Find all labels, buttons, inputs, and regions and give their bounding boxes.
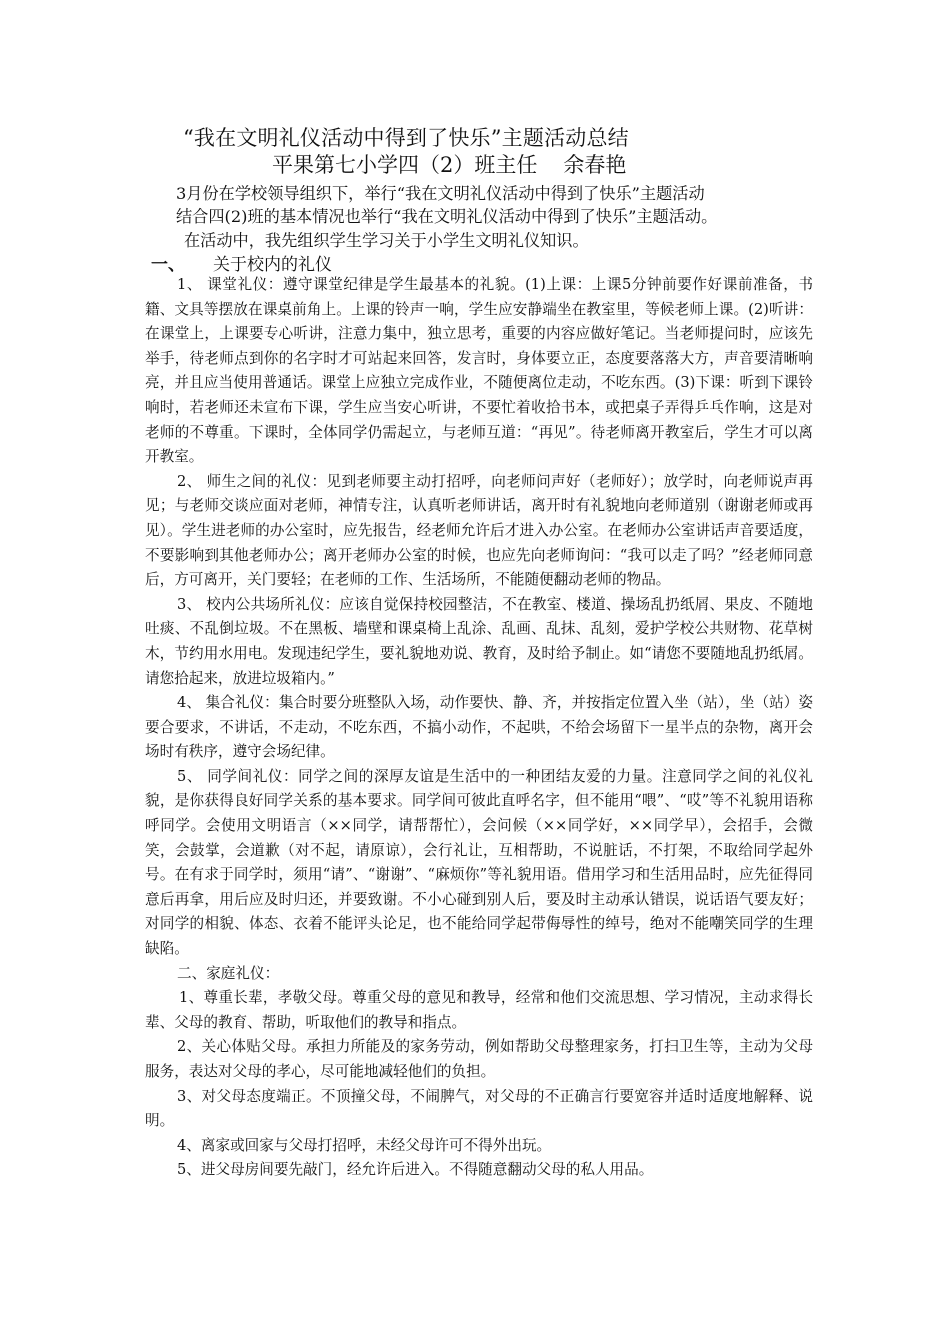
author-school: 平果第七小学四（2）班主任 [272,153,538,177]
paragraph-teacher: 2、 师生之间的礼仪：见到老师要主动打招呼，向老师问声好（老师好）；放学时，向老师说声再见；与老师交谈应面对老师，神情专注，认真听老师讲话，离开时有礼貌地向老师道别（谢谢老师或再见）。学生进老师的办公室时，应先报告，经老师允许后才进入办公室。在老师办公室讲话声音要适度，不要影响到其他老师办公；离开老师办公室的时候，也应先向老师询问：“我可以走了吗？”经老师同意后，方可离开，关门要轻；在老师的工作、生活场所，不能随便翻动老师的物品。 [145,472,813,589]
author-line [272,149,626,179]
intro-line-3: 在活动中，我先组织学生学习关于小学生文明礼仪知识。 [184,231,589,250]
intro-line-1: 3月份在学校领导组织下，举行“我在文明礼仪活动中得到了快乐”主题活动 [176,184,705,203]
document-title: “我在文明礼仪活动中得到了快乐”主题活动总结 [183,126,629,150]
paragraph-classmates: 5、 同学间礼仪：同学之间的深厚友谊是生活中的一种团结友爱的力量。注意同学之间的礼仪礼貌，是你获得良好同学关系的基本要求。同学间可彼此直呼名字，但不能用“喂”、“哎”等不礼貌用语称呼同学。会使用文明语言（××同学，请帮帮忙），会问候（××同学好，××同学早），会招手，会微笑，会鼓掌，会道歉（对不起，请原谅），会行礼让，互相帮助，不说脏话，不打架，不取给同学起外号。在有求于同学时，须用“请”、“谢谢”、“麻烦你”等礼貌用语。借用学习和生活用品时，应先征得同意后再拿，用后应及时归还，并要致谢。不小心碰到别人后，要及时主动承认错误，说话语气要友好；对同学的相貌、体态、衣着不能评头论足，也不能给同学起带侮辱性的绰号，绝对不能嘲笑同学的生理缺陷。 [145,767,813,958]
paragraph-assembly: 4、 集合礼仪：集合时要分班整队入场，动作要快、静、齐，并按指定位置入坐（站），坐（站）姿要合要求，不讲话，不走动，不吃东西，不搞小动作，不起哄，不给会场留下一星半点的杂物，离开会场时有秩序，遵守会场纪律。 [145,694,813,761]
intro-line-2: 结合四(2)班的基本情况也举行“我在文明礼仪活动中得到了快乐”主题活动。 [176,207,718,226]
paragraph-home-2: 2、关心体贴父母。承担力所能及的家务劳动，例如帮助父母整理家务，打扫卫生等，主动为父母服务，表达对父母的孝心，尽可能地减轻他们的负担。 [145,1038,813,1080]
paragraph-home-1: 1、尊重长辈，孝敬父母。尊重父母的意见和教导，经常和他们交流思想、学习情况，主动求得长辈、父母的教育、帮助，听取他们的教导和指点。 [145,989,813,1031]
paragraph-home-4: 4、离家或回家与父母打招呼，未经父母许可不得外出玩。 [177,1136,552,1154]
paragraph-public-places: 3、 校内公共场所礼仪：应该自觉保持校园整洁，不在教室、楼道、操场乱扔纸屑、果皮、不随地吐痰、不乱倒垃圾。不在黑板、墙壁和课桌椅上乱涂、乱画、乱抹、乱刻，爱护学校公共财物、花草树木，节约用水用电。发现违纪学生，要礼貌地劝说、教育，及时给予制止。如“请您不要随地乱扔纸屑。请您拾起来，放进垃圾箱内。” [145,595,813,687]
section-1-title: 关于校内的礼仪 [213,255,332,275]
paragraph-classroom: 1、 课堂礼仪：遵守课堂纪律是学生最基本的礼貌。(1)上课：上课5分钟前要作好课前准备，书籍、文具等摆放在课桌前角上。上课的铃声一响，学生应安静端坐在教室里，等候老师上课。(2)听讲：在课堂上，上课要专心听讲，注意力集中，独立思考，重要的内容应做好笔记。当老师提问时，应该先举手，待老师点到你的名字时才可站起来回答，发言时，身体要立正，态度要落落大方，声音要清晰响亮，并且应当使用普通话。课堂上应独立完成作业，不随便离位走动，不吃东西。(3)下课：听到下课铃响时，若老师还未宣布下课，学生应当安心听讲，不要忙着收拾书本，或把桌子弄得乒乓作响，这是对老师的不尊重。下课时，全体同学仍需起立，与老师互道：“再见”。待老师离开教室后，学生才可以离开教室。 [145,276,813,466]
paragraph-home-3: 3、对父母态度端正。不顶撞父母，不闹脾气，对父母的不正确言行要宽容并适时适度地解释、说明。 [145,1087,813,1130]
document-body [145,273,813,1183]
section-1-number: 一、 [151,255,185,275]
section-2-heading: 二、家庭礼仪： [177,964,280,982]
author-name: 余春艳 [563,153,627,177]
paragraph-home-5: 5、进父母房间要先敲门，经允许后进入。不得随意翻动父母的私人用品。 [177,1161,654,1179]
section-1-heading [151,250,332,275]
